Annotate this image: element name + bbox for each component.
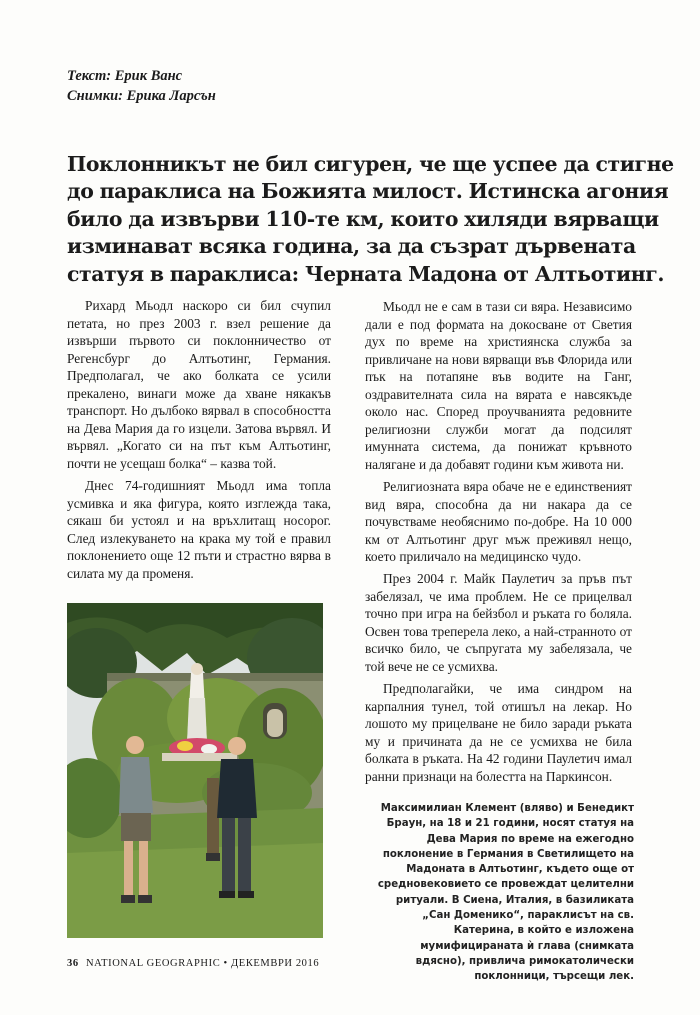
- body-column-right: [365, 298, 632, 790]
- photo-credit: Снимки: Ерика Ларсън: [67, 88, 216, 104]
- credits: [67, 66, 216, 106]
- body-paragraph: През 2004 г. Майк Паулетич за пръв път забелязал, че има проблем. Не се прицелвал точно при игра на бейзбол и ръката го боляла. Освен това треперела леко, а най-странното от всичко било, че съпругата му забелязала, че той вече не се усмихва.: [365, 571, 632, 674]
- body-paragraph: Днес 74-годишният Мьодл има топла усмивка и яка фигура, която изглежда така, сякаш би устоял и на връхлитащ носорог. След излекуването на крака му той е правил поклонението още 12 пъти и страстно вярва в силата му да променя.: [67, 477, 331, 581]
- photo-pilgrims-statue: [67, 603, 323, 938]
- photo-illustration: [67, 603, 323, 938]
- page-footer: [67, 958, 319, 969]
- body-column-left: [67, 297, 331, 587]
- photo-caption: Максимилиан Клемент (вляво) и Бенедикт Браун, на 18 и 21 години, носят статуя на Дева Мария по време на ежегодно поклонение в Германия в Светилището на Мадоната в Алтьотинг, където още от средновековието се провеждат целителни ритуали. В Сиена, Италия, в базиликата „Сан Доменико“, параклисът на св. Катерина, в който е изложена мумифицираната ѝ глава (снимката вдясно), привлича римокатолически поклонници, търсещи лек.: [377, 803, 634, 983]
- body-paragraph: Мьодл не е сам в тази си вяра. Независимо дали е под формата на докосване от Светия дух по време на християнска служба за привличане на нови вярващи във Флорида или пък на потапяне във водите на Ганг, оздравителната сила на вярата е навсякъде около нас. Според проучванията редовните религиозни служби могат да подсилят имунната система, да понижат кръвното налягане и да добавят години към живота ни.: [365, 299, 632, 472]
- headline-line: било да извърви 110-те км, които хиляди вярващи: [67, 206, 659, 231]
- headline-line: статуя в параклиса: Черната Мадона от Алтьотинг.: [67, 261, 665, 286]
- body-paragraph: Предполагайки, че има синдром на карпалния тунел, той отишъл на лекар. Но лошото му прицелване не било заради ръката му и причината да не се усмихва не била болката в ръката. На 42 години Паулетич имал ранни признаци на болестта на Паркинсон.: [365, 680, 632, 784]
- headline-line: изминават всяка година, за да съзрат дървената: [67, 234, 636, 259]
- text-credit: Текст: Ерик Ванс: [67, 68, 183, 84]
- headline: [67, 151, 674, 288]
- magazine-issue: NATIONAL GEOGRAPHIC • ДЕКЕМВРИ 2016: [85, 958, 320, 969]
- body-paragraph: Рихард Мьодл наскоро си бил счупил петата, но през 2003 г. взел решение да извърши първото си поклонничество от Регенсбург до Алтьотинг, Германия. Предполагал, че ако болката се усили прекалено, винаги може да хване някакъв транспорт. Но дълбоко вярвал в способността на Дева Мария да го изцели. Затова вървял. И вървял. „Когато си на път към Алтьотинг, почти не усещаш болка“ – казва той.: [67, 298, 331, 471]
- body-paragraph: Религиозната вяра обаче не е единственият вид вяра, способна да ни накара да се почувстваме необяснимо по-добре. На 10 000 км от Алтьотинг друг мъж преживял нещо, което приличало на медицинско чудо.: [365, 478, 632, 565]
- headline-line: до параклиса на Божията милост. Истинска агония: [67, 179, 669, 204]
- headline-line: Поклонникът не бил сигурен, че ще успее да стигне: [67, 152, 674, 176]
- page-number: 36: [67, 958, 79, 969]
